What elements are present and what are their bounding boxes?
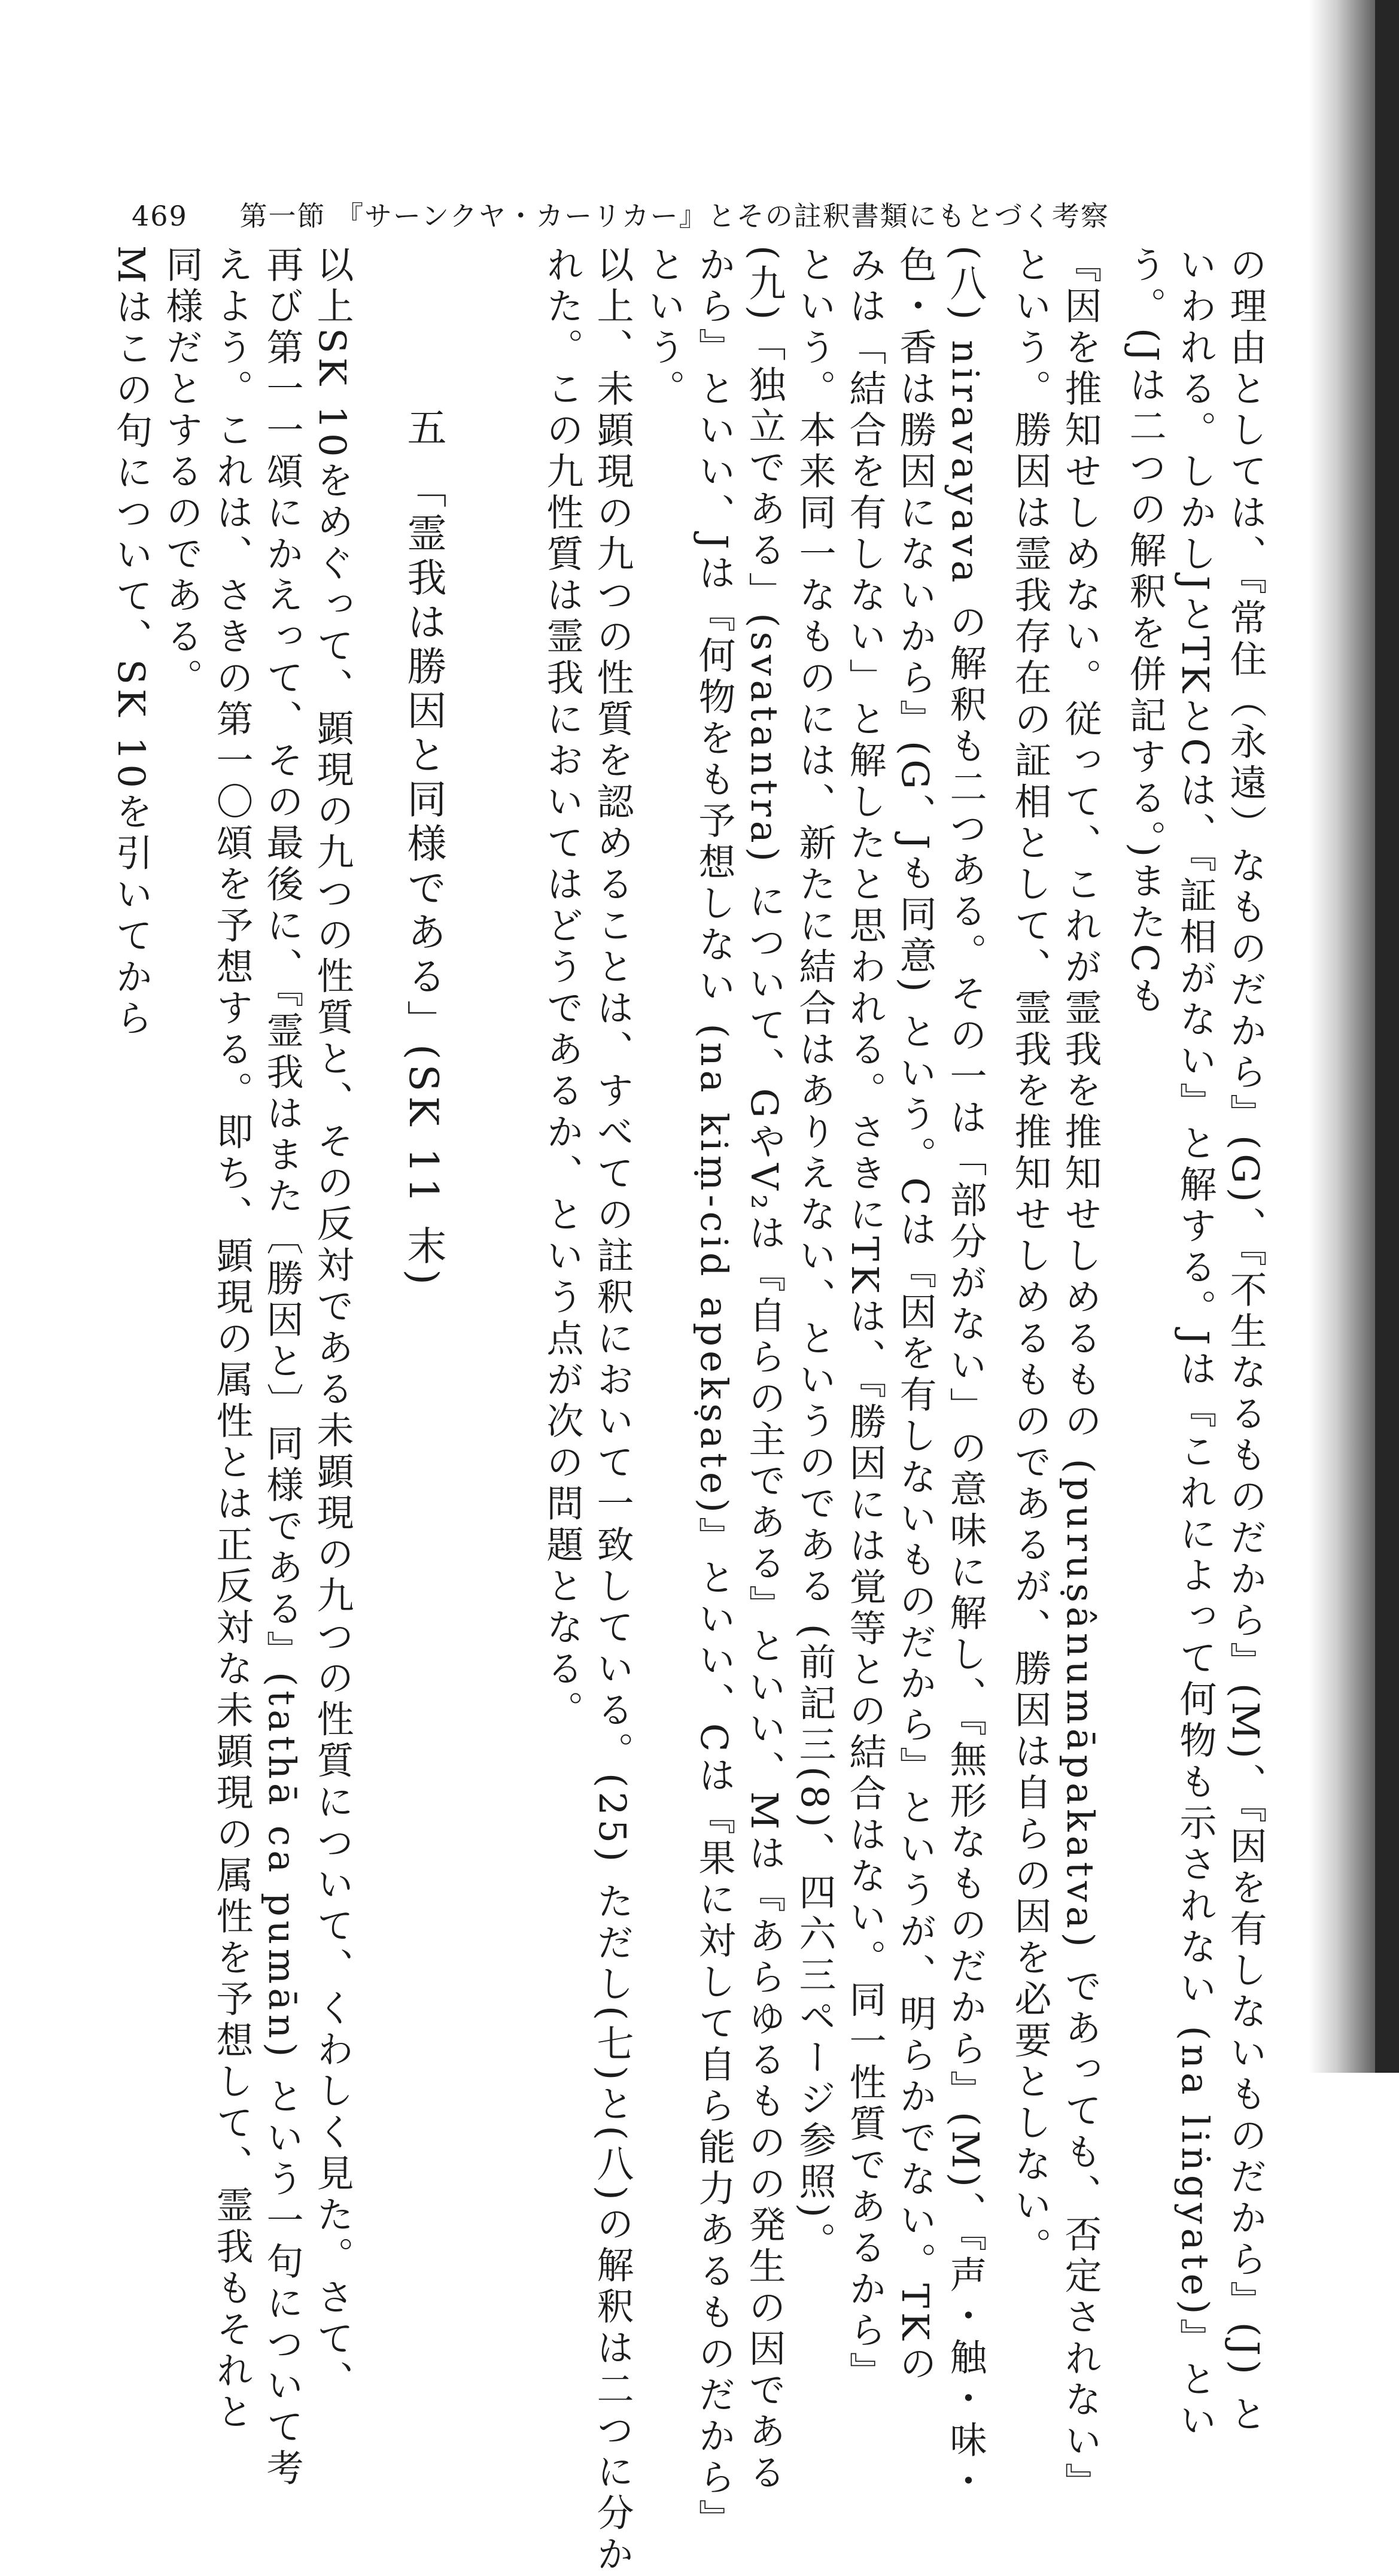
- text-line-6: (八) niravayava の解釈も二つある。その一は「部分がない」の意味に解し、『無形なものだから』(M)、『声・触・味・: [944, 245, 987, 2503]
- text-line-9: という。本来同一なものには、新たに結合はありえない、というのである (前記三(8)、四六三ページ参照)。: [793, 245, 837, 2263]
- text-line-17: えよう。これは、さきの第一〇頌を予想する。即ち、顕現の属性とは正反対な未顕現の属性を予想して、霊我もそれと: [210, 245, 254, 2434]
- text-line-16: 再び第一一頌にかえって、その最後に、『霊我はまた〔勝因と〕同様である』(tathā ca pumān) という一句について考: [260, 245, 304, 2490]
- running-title: 第一節 『サーンクヤ・カーリカー』とその註釈書類にもとづく考察: [239, 200, 1109, 232]
- text-line-2: いわれる。しかしJとTKとCは、『証相がない』と解する。Jは『これによって何物も示されない (na liṅgyate)』とい: [1173, 245, 1217, 2443]
- text-line-1: の理由としては、『常住（永遠）なものだから』(G)、『不生なるものだから』(M)、『因を有しないものだから』(J) と: [1224, 245, 1267, 2436]
- text-line-10: (九)「独立である」(svatantra) について、GやV₂は『自らの主である』といい、Mは『あらゆるものの発生の因である: [743, 245, 786, 2495]
- page-number: 469: [132, 200, 188, 232]
- text-line-11: から』といい、Jは『何物をも予想しない (na kiṃ-cid apekṣate)』といい、Cは『果に対して自ら能力あるものだから』: [692, 245, 736, 2541]
- text-line-5: という。勝因は霊我存在の証相として、霊我を推知せしめるものであるが、勝因は自らの因を必要としない。: [1008, 245, 1052, 2268]
- text-line-19: Mはこの句について、SK 10を引いてから: [110, 245, 153, 1040]
- text-line-3: う。(Jは二つの解釈を併記する。)またCも: [1123, 245, 1167, 1018]
- text-line-12: という。: [642, 245, 686, 410]
- text-line-4: 『因を推知せしめない。従って、これが霊我を推知せしめるもの (puruṣânumāpakatva) であっても、否定されない』: [1059, 245, 1102, 2504]
- page-header: [132, 194, 1109, 234]
- text-line-7: 色・香は勝因にないから』(G、Jも同意) という。Cは『因を有しないものだから』というが、明らかでない。TKの: [893, 245, 937, 2386]
- text-line-14: れた。この九性質は霊我においてはどうであるか、という点が次の問題となる。: [540, 245, 584, 1732]
- text-line-8: みは「結合を有しない」と解したと思われる。さきにTKは、『勝因には覚等との結合はない。同一性質であるから』: [843, 245, 887, 2393]
- text-line-15: 以上SK 10をめぐって、顕現の九つの性質と、その反対である未顕現の九つの性質について、くわしく見た。さて、: [311, 245, 354, 2402]
- text-line-18: 同様だとするのである。: [160, 245, 203, 699]
- section-heading: 五 「霊我は勝因と同様である」(SK 11 末): [400, 407, 446, 1289]
- scan-edge-shadow: [1309, 0, 1399, 2073]
- text-line-13: 以上、未顕現の九つの性質を認めることは、すべての註釈において一致している。(25) ただし(七)と(八)の解釈は二つに分か: [591, 245, 634, 2576]
